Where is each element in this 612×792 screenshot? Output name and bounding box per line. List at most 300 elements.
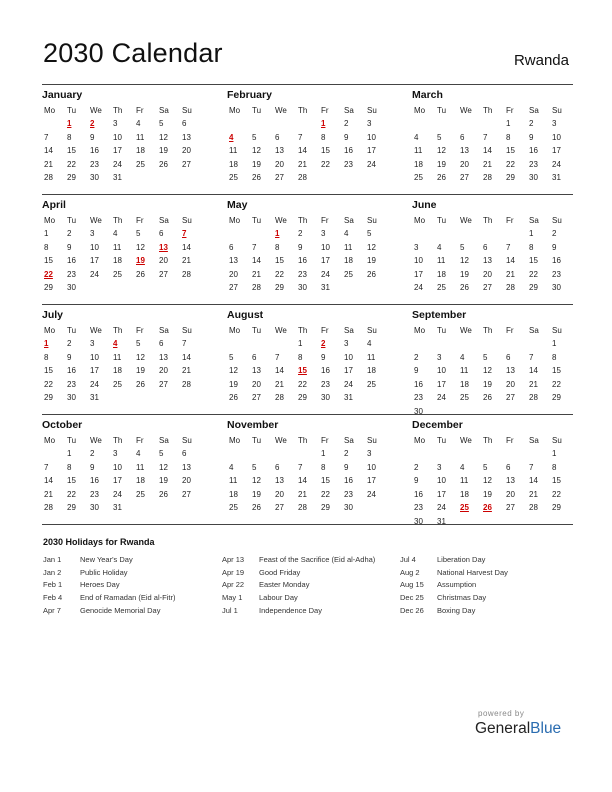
day-cell [458, 447, 481, 461]
day-cell: 28 [298, 173, 307, 183]
weekday-header: We [90, 435, 102, 445]
day-cell: 30 [529, 173, 538, 183]
weekday-header: Sa [159, 435, 169, 445]
holiday-item [43, 591, 223, 604]
day-cell: 7 [182, 339, 187, 349]
day-cell: 12 [136, 242, 145, 252]
day-cell: 23 [321, 379, 330, 389]
brand-blue: Blue [530, 720, 562, 737]
day-cell: 18 [136, 146, 145, 156]
day-cell [134, 501, 157, 515]
day-cell: 16 [321, 366, 330, 376]
day-cell: 21 [506, 269, 515, 279]
day-cell: 28 [275, 393, 284, 403]
day-cell: 25 [113, 269, 122, 279]
weekday-header: We [275, 105, 287, 115]
holiday-name: Boxing Day [437, 606, 476, 616]
month-table [227, 323, 388, 405]
day-cell: 2 [67, 229, 72, 239]
day-cell: 4 [113, 229, 118, 239]
day-cell: 31 [437, 516, 446, 526]
day-cell: 24 [437, 503, 446, 513]
day-cell: 13 [506, 476, 515, 486]
day-cell: 12 [367, 242, 376, 252]
weekday-header: Fr [506, 435, 514, 445]
day-cell: 12 [229, 366, 238, 376]
day-cell: 17 [437, 489, 446, 499]
month-table [412, 213, 573, 295]
holiday-day-cell: 2 [90, 119, 95, 129]
day-cell: 12 [252, 146, 261, 156]
day-cell: 8 [44, 352, 49, 362]
calendar-quarter-row [42, 194, 573, 304]
day-cell: 21 [483, 159, 492, 169]
day-cell: 30 [552, 283, 561, 293]
day-cell: 20 [460, 159, 469, 169]
day-cell: 2 [298, 229, 303, 239]
weekday-header: Su [182, 325, 192, 335]
weekday-header: Fr [506, 325, 514, 335]
day-cell: 17 [90, 366, 99, 376]
day-cell [504, 515, 527, 529]
weekday-header: Fr [321, 105, 329, 115]
weekday-header: Sa [344, 215, 354, 225]
day-cell: 8 [298, 352, 303, 362]
day-cell: 10 [367, 132, 376, 142]
holiday-date: Aug 2 [400, 567, 420, 577]
day-cell: 24 [367, 489, 376, 499]
day-cell: 17 [113, 476, 122, 486]
holiday-name: Christmas Day [437, 593, 487, 603]
day-cell: 26 [460, 283, 469, 293]
day-cell: 11 [229, 146, 238, 156]
day-cell: 22 [275, 269, 284, 279]
holiday-item [222, 566, 402, 579]
day-cell: 30 [67, 393, 76, 403]
holiday-list-column-1 [43, 553, 223, 617]
holiday-day-cell: 4 [113, 339, 118, 349]
day-cell: 15 [67, 146, 76, 156]
day-cell: 24 [344, 379, 353, 389]
day-cell: 29 [506, 173, 515, 183]
day-cell: 16 [298, 256, 307, 266]
day-cell [481, 515, 504, 529]
holiday-day-cell: 1 [44, 339, 49, 349]
day-cell: 14 [182, 352, 191, 362]
day-cell: 20 [252, 379, 261, 389]
weekday-header: We [90, 325, 102, 335]
day-cell: 18 [414, 159, 423, 169]
day-cell: 11 [113, 242, 122, 252]
day-cell: 1 [67, 449, 72, 459]
holiday-item [222, 553, 402, 566]
day-cell [180, 391, 203, 405]
day-cell: 14 [298, 476, 307, 486]
weekday-header: Mo [44, 325, 56, 335]
day-cell [527, 515, 550, 529]
day-cell: 21 [44, 159, 53, 169]
day-cell: 27 [275, 173, 284, 183]
day-cell: 13 [460, 146, 469, 156]
month-table [42, 323, 203, 405]
day-cell: 8 [506, 132, 511, 142]
day-cell: 3 [367, 449, 372, 459]
day-cell: 2 [552, 229, 557, 239]
day-cell: 14 [529, 366, 538, 376]
day-cell: 19 [252, 489, 261, 499]
day-cell: 30 [414, 406, 423, 416]
day-cell: 6 [506, 462, 511, 472]
weekday-header: Th [113, 215, 123, 225]
weekday-header: Sa [159, 325, 169, 335]
day-cell: 24 [90, 379, 99, 389]
day-cell: 20 [229, 269, 238, 279]
weekday-header: Su [367, 215, 377, 225]
day-cell: 13 [182, 132, 191, 142]
day-cell: 28 [44, 173, 53, 183]
day-cell: 15 [506, 146, 515, 156]
day-cell: 17 [344, 366, 353, 376]
day-cell: 8 [552, 462, 557, 472]
weekday-header: We [90, 105, 102, 115]
day-cell: 21 [44, 489, 53, 499]
holiday-day-cell: 22 [44, 269, 53, 279]
day-cell: 19 [460, 269, 469, 279]
day-cell: 26 [483, 393, 492, 403]
day-cell: 11 [414, 146, 423, 156]
day-cell: 23 [67, 269, 76, 279]
holidays-title: 2030 Holidays for Rwanda [43, 537, 155, 547]
day-cell: 9 [67, 352, 72, 362]
day-cell: 3 [414, 242, 419, 252]
day-cell: 31 [90, 393, 99, 403]
day-cell: 9 [529, 132, 534, 142]
day-cell [157, 501, 180, 515]
day-cell: 3 [321, 229, 326, 239]
day-cell: 24 [321, 269, 330, 279]
holiday-name: Easter Monday [259, 580, 310, 590]
day-cell: 17 [321, 256, 330, 266]
calendar-quarter-row [42, 304, 573, 414]
day-cell: 21 [298, 489, 307, 499]
holiday-date: Jul 1 [222, 606, 238, 616]
month-block [42, 195, 203, 304]
day-cell: 21 [529, 379, 538, 389]
day-cell: 19 [159, 146, 168, 156]
day-cell: 2 [529, 119, 534, 129]
day-cell: 2 [344, 119, 349, 129]
day-cell: 18 [437, 269, 446, 279]
day-cell [273, 337, 296, 351]
day-cell: 18 [367, 366, 376, 376]
day-cell: 12 [437, 146, 446, 156]
holiday-day-cell: 25 [460, 503, 469, 513]
day-cell: 3 [344, 339, 349, 349]
day-cell: 13 [483, 256, 492, 266]
day-cell: 16 [344, 146, 353, 156]
month-block [412, 305, 573, 414]
day-cell: 25 [414, 173, 423, 183]
day-cell: 25 [437, 283, 446, 293]
day-cell: 8 [529, 242, 534, 252]
page-title: 2030 Calendar [43, 38, 223, 68]
day-cell: 11 [229, 476, 238, 486]
day-cell: 19 [437, 159, 446, 169]
holiday-item [222, 604, 402, 617]
day-cell: 30 [344, 503, 353, 513]
day-cell [412, 337, 435, 351]
day-cell: 15 [552, 476, 561, 486]
weekday-header: Th [298, 325, 308, 335]
day-cell: 17 [367, 146, 376, 156]
day-cell: 14 [483, 146, 492, 156]
day-cell [435, 117, 458, 131]
day-cell: 28 [529, 503, 538, 513]
day-cell: 21 [529, 489, 538, 499]
month-table [412, 103, 573, 185]
day-cell: 11 [460, 366, 469, 376]
day-cell: 25 [367, 379, 376, 389]
brand-logo[interactable] [475, 720, 561, 738]
day-cell: 19 [229, 379, 238, 389]
month-name: April [42, 199, 66, 211]
day-cell [412, 227, 435, 241]
day-cell: 27 [182, 159, 191, 169]
weekday-header: We [460, 325, 472, 335]
day-cell [250, 337, 273, 351]
day-cell: 10 [344, 352, 353, 362]
weekday-header: Sa [159, 215, 169, 225]
day-cell [365, 391, 388, 405]
day-cell: 24 [113, 159, 122, 169]
day-cell: 10 [113, 132, 122, 142]
day-cell: 31 [113, 503, 122, 513]
day-cell: 22 [552, 489, 561, 499]
day-cell: 22 [67, 159, 76, 169]
day-cell: 10 [321, 242, 330, 252]
day-cell: 29 [44, 393, 53, 403]
weekday-header: Su [367, 105, 377, 115]
holiday-date: Jul 4 [400, 554, 416, 564]
weekday-header: Mo [229, 325, 241, 335]
powered-by-text: powered by [478, 709, 525, 718]
day-cell: 15 [321, 476, 330, 486]
weekday-header: We [460, 215, 472, 225]
weekday-header: Fr [506, 105, 514, 115]
day-cell: 16 [344, 476, 353, 486]
day-cell [458, 337, 481, 351]
day-cell: 27 [460, 173, 469, 183]
day-cell: 29 [529, 283, 538, 293]
weekday-header: Fr [136, 105, 144, 115]
month-name: July [42, 309, 64, 321]
day-cell: 21 [252, 269, 261, 279]
holiday-item [43, 553, 223, 566]
weekday-header: Sa [344, 435, 354, 445]
month-name: May [227, 199, 248, 211]
day-cell: 10 [367, 462, 376, 472]
day-cell: 9 [344, 132, 349, 142]
day-cell: 30 [414, 516, 423, 526]
day-cell: 28 [252, 283, 261, 293]
day-cell: 15 [529, 256, 538, 266]
day-cell: 11 [136, 132, 145, 142]
weekday-header: We [275, 215, 287, 225]
day-cell [250, 447, 273, 461]
month-block [42, 85, 203, 194]
holiday-day-cell: 1 [275, 229, 280, 239]
day-cell: 4 [229, 462, 234, 472]
weekday-header: Th [483, 435, 493, 445]
day-cell: 17 [437, 379, 446, 389]
day-cell: 13 [275, 146, 284, 156]
day-cell: 4 [136, 119, 141, 129]
holiday-day-cell: 4 [229, 132, 234, 142]
day-cell: 20 [159, 366, 168, 376]
day-cell: 22 [506, 159, 515, 169]
day-cell: 3 [437, 462, 442, 472]
day-cell: 25 [460, 393, 469, 403]
weekday-header: Tu [252, 215, 262, 225]
day-cell: 19 [367, 256, 376, 266]
day-cell: 5 [159, 449, 164, 459]
day-cell: 26 [252, 503, 261, 513]
weekday-header: Mo [229, 435, 241, 445]
month-name: August [227, 309, 264, 321]
holiday-date: Apr 13 [222, 554, 245, 564]
day-cell [157, 171, 180, 185]
day-cell: 20 [159, 256, 168, 266]
day-cell: 26 [159, 159, 168, 169]
weekday-header: Mo [229, 105, 241, 115]
weekday-header: Su [182, 435, 192, 445]
day-cell: 5 [136, 229, 141, 239]
day-cell: 9 [344, 462, 349, 472]
day-cell [412, 117, 435, 131]
holiday-day-cell: 26 [483, 503, 492, 513]
weekday-header: Sa [529, 215, 539, 225]
weekday-header: Fr [136, 215, 144, 225]
day-cell: 10 [113, 462, 122, 472]
day-cell: 8 [321, 462, 326, 472]
day-cell: 5 [483, 462, 488, 472]
month-block [412, 195, 573, 304]
weekday-header: Mo [414, 215, 426, 225]
holiday-date: Apr 22 [222, 580, 245, 590]
holiday-date: Dec 25 [400, 593, 424, 603]
weekday-header: Tu [437, 105, 447, 115]
day-cell: 27 [506, 503, 515, 513]
day-cell [550, 515, 573, 529]
day-cell: 18 [113, 366, 122, 376]
day-cell: 23 [414, 503, 423, 513]
calendar-quarter-row [42, 84, 573, 194]
day-cell: 18 [460, 489, 469, 499]
month-table [42, 433, 203, 515]
day-cell: 17 [367, 476, 376, 486]
calendar-grid [42, 84, 573, 525]
weekday-header: Su [367, 435, 377, 445]
day-cell: 22 [529, 269, 538, 279]
weekday-header: Th [113, 435, 123, 445]
day-cell: 29 [67, 173, 76, 183]
country-name: Rwanda [513, 52, 569, 69]
day-cell [435, 227, 458, 241]
day-cell: 13 [229, 256, 238, 266]
day-cell [227, 337, 250, 351]
day-cell: 27 [159, 269, 168, 279]
day-cell: 7 [44, 132, 49, 142]
weekday-header: Th [113, 105, 123, 115]
day-cell: 9 [414, 366, 419, 376]
day-cell: 17 [90, 256, 99, 266]
day-cell: 31 [113, 173, 122, 183]
month-name: January [42, 89, 83, 101]
day-cell: 24 [113, 489, 122, 499]
day-cell [273, 117, 296, 131]
day-cell: 26 [437, 173, 446, 183]
day-cell: 7 [483, 132, 488, 142]
day-cell [458, 117, 481, 131]
day-cell: 11 [136, 462, 145, 472]
day-cell: 28 [182, 379, 191, 389]
month-block [42, 305, 203, 414]
day-cell: 10 [437, 366, 446, 376]
day-cell: 13 [506, 366, 515, 376]
month-table [227, 103, 388, 185]
month-block [42, 415, 203, 524]
day-cell: 6 [275, 462, 280, 472]
holiday-name: Heroes Day [80, 580, 120, 590]
holiday-name: Independence Day [259, 606, 322, 616]
day-cell: 20 [506, 379, 515, 389]
month-block [227, 85, 388, 194]
day-cell: 9 [90, 462, 95, 472]
day-cell: 6 [182, 449, 187, 459]
day-cell: 6 [229, 242, 234, 252]
day-cell: 16 [67, 366, 76, 376]
day-cell [435, 337, 458, 351]
day-cell [227, 447, 250, 461]
day-cell: 6 [252, 352, 257, 362]
day-cell: 2 [414, 352, 419, 362]
holiday-name: Good Friday [259, 567, 301, 577]
day-cell: 17 [552, 146, 561, 156]
day-cell: 23 [67, 379, 76, 389]
day-cell [504, 447, 527, 461]
weekday-header: We [90, 215, 102, 225]
day-cell: 7 [275, 352, 280, 362]
day-cell: 2 [67, 339, 72, 349]
holiday-date: Jan 2 [43, 567, 62, 577]
day-cell [42, 447, 65, 461]
day-cell: 30 [67, 283, 76, 293]
day-cell: 30 [298, 283, 307, 293]
month-name: November [227, 419, 279, 431]
holiday-date: Feb 1 [43, 580, 63, 590]
day-cell: 14 [529, 476, 538, 486]
day-cell: 29 [44, 283, 53, 293]
day-cell [134, 171, 157, 185]
day-cell: 25 [113, 379, 122, 389]
weekday-header: Tu [437, 215, 447, 225]
day-cell [180, 281, 203, 295]
weekday-header: Fr [321, 325, 329, 335]
day-cell: 18 [113, 256, 122, 266]
month-table [227, 433, 388, 515]
holiday-list-column-2 [222, 553, 402, 617]
day-cell: 19 [252, 159, 261, 169]
